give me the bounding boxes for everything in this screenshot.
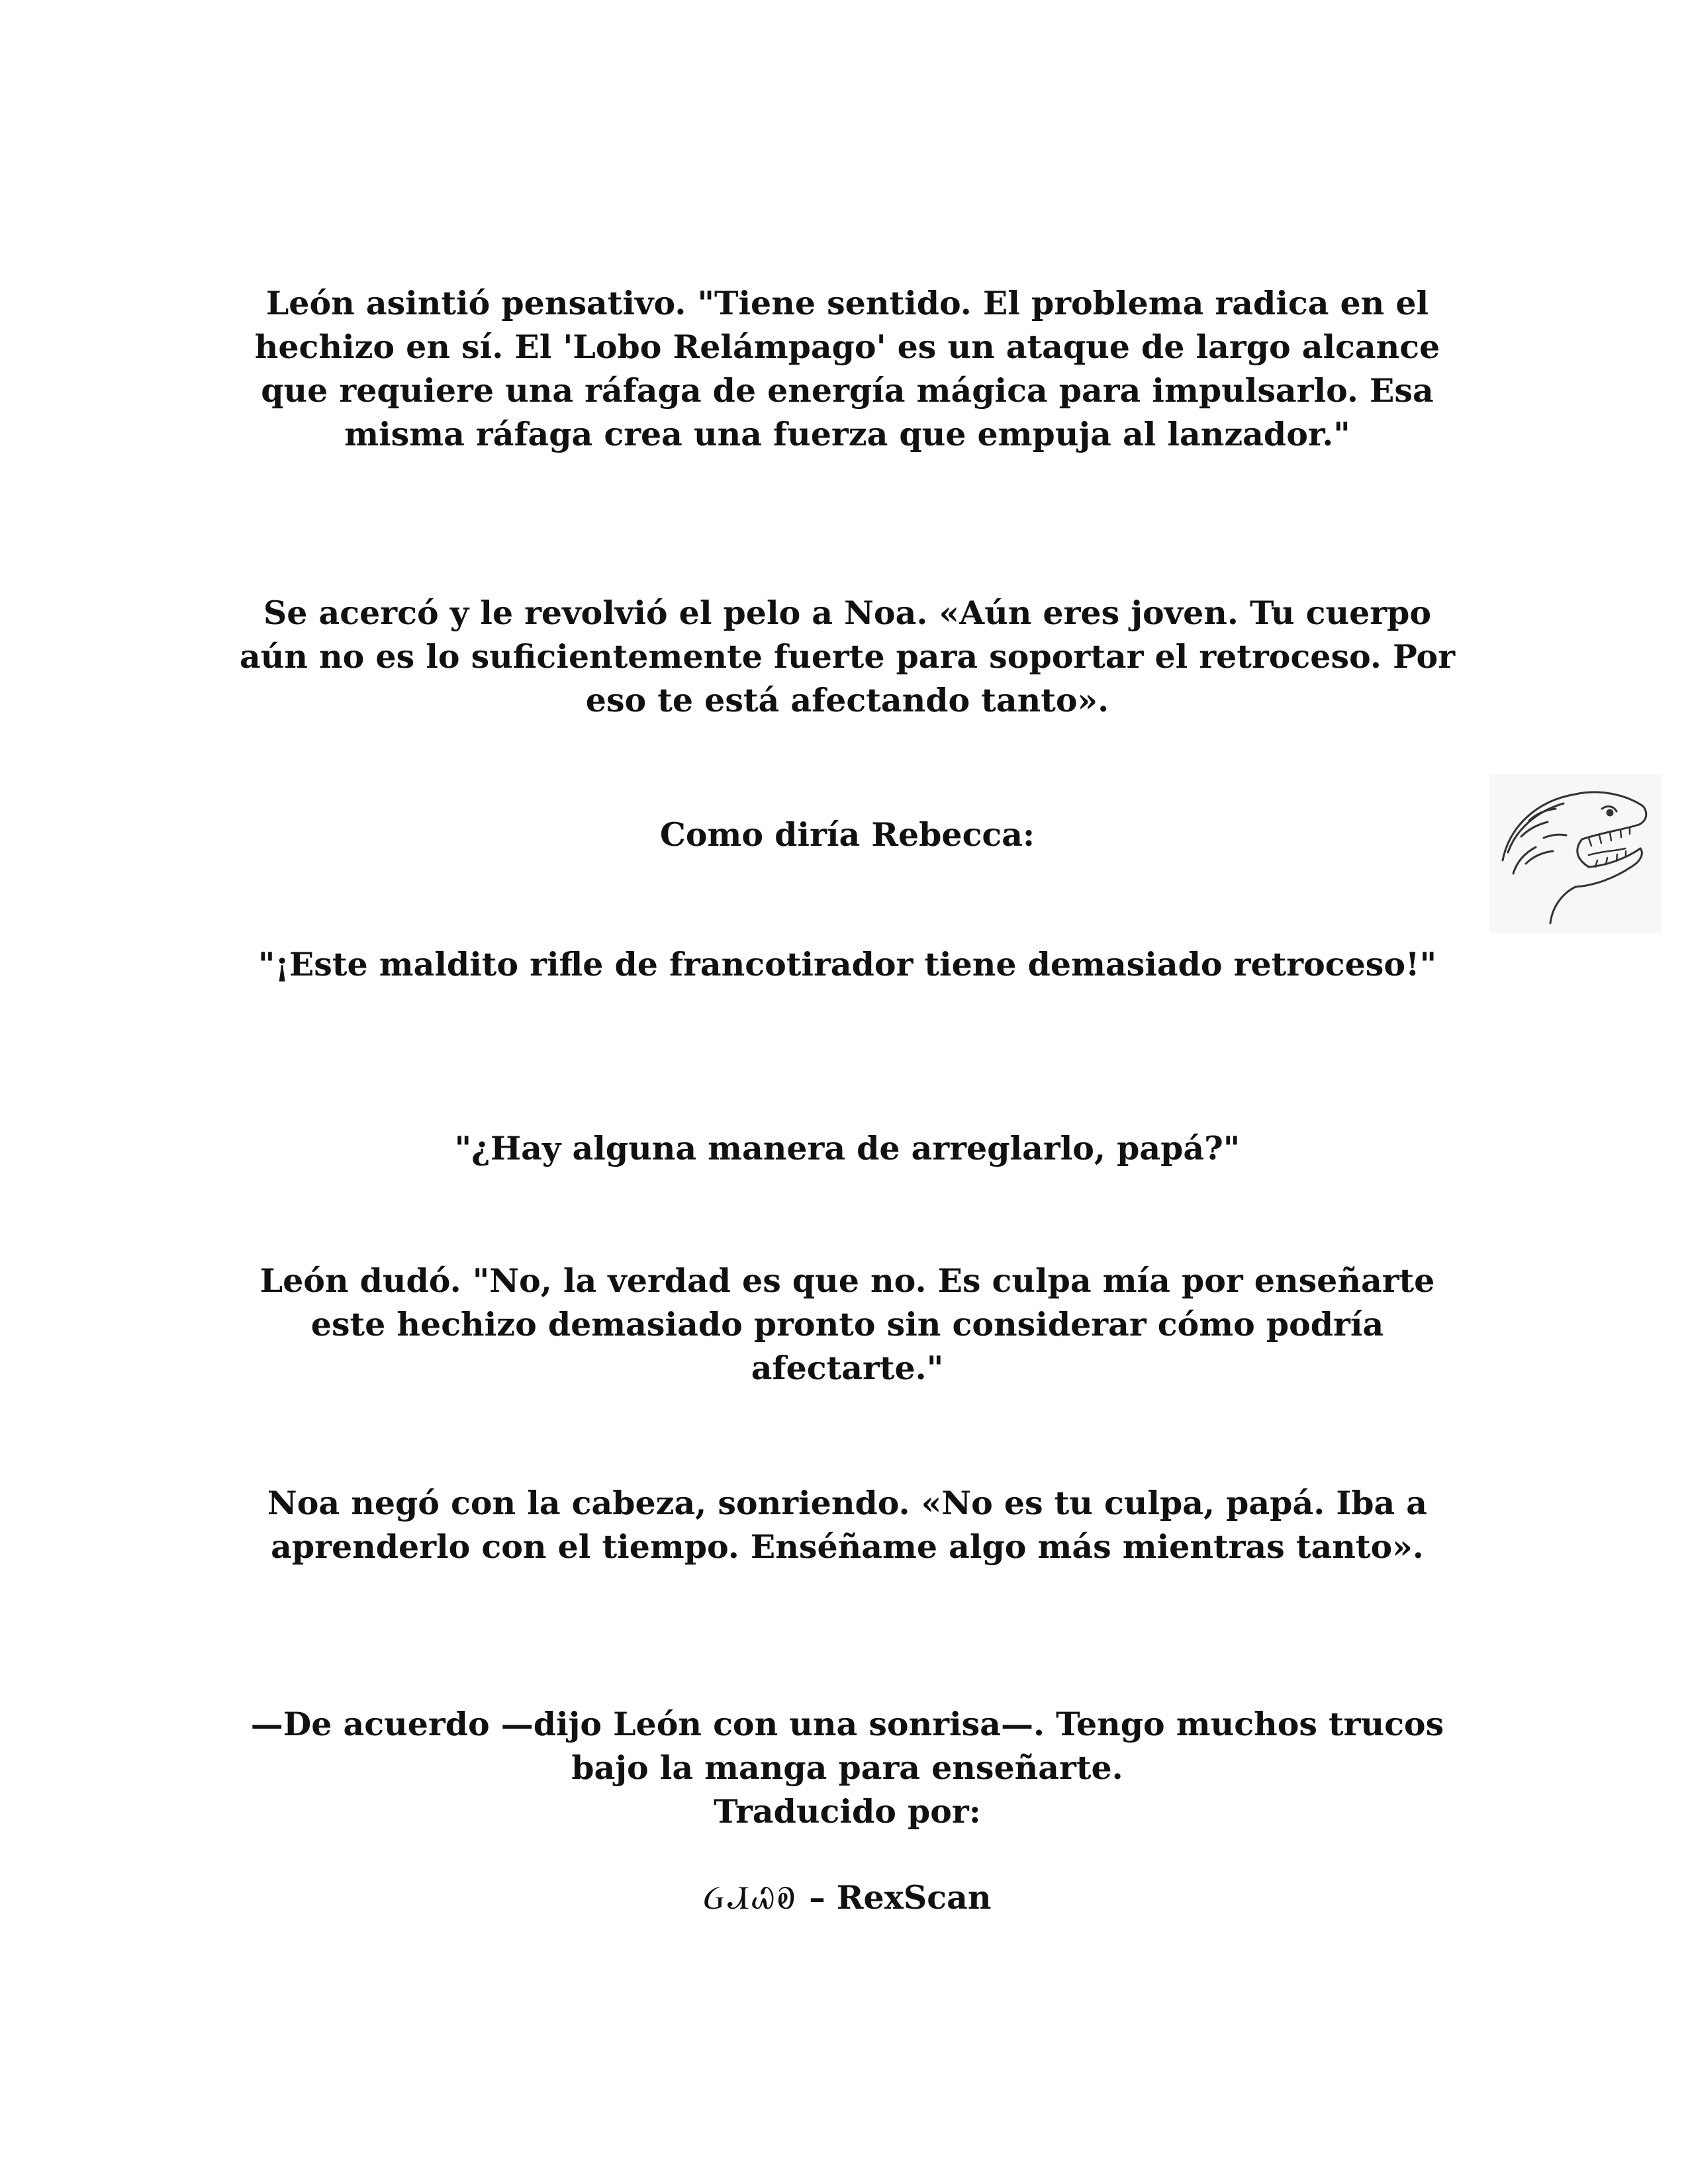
paragraph-7: Noa negó con la cabeza, sonriendo. «No es tu culpa, papá. Iba a aprenderlo con el tiempo. Enséñame algo más mientras tanto». [267,1484,1428,1566]
dinosaur-head-sketch-icon [1489,774,1662,933]
paragraph-8: —De acuerdo —dijo León con una sonrisa—. Tengo muchos trucos bajo la manga para enseñarte. [250,1705,1444,1787]
paragraph-1: León asintió pensativo. "Tiene sentido. El problema radica en el hechizo en sí. El 'Lobo Relámpago' es un ataque de largo alcance que requiere una ráfaga de energía mágica para impulsarlo. Esa misma ráfaga crea una fuerza que empuja al lanzador." [254,284,1440,453]
paragraph-6: León dudó. "No, la verdad es que no. Es culpa mía por enseñarte este hechizo demasiado pronto sin considerar cómo podría afectarte." [259,1261,1435,1387]
translator-name: ᏵᏗᏇᎧ [703,1879,798,1917]
paragraph-5: "¿Hay alguna manera de arreglarlo, papá?" [454,1129,1241,1167]
credit-separator: – [798,1878,837,1917]
paragraph-4: "¡Este maldito rifle de francotirador tiene demasiado retroceso!" [258,945,1437,983]
group-name: RexScan [836,1878,992,1917]
credits-label: Traducido por: [714,1792,981,1831]
paragraph-2: Se acercó y le revolvió el pelo a Noa. «Aún eres joven. Tu cuerpo aún no es lo suficientemente fuerte para soportar el retroceso. Por eso te está afectando tanto». [239,594,1456,719]
credits-line [225,1876,1470,1920]
paragraph-3: Como diría Rebecca: [659,815,1035,854]
